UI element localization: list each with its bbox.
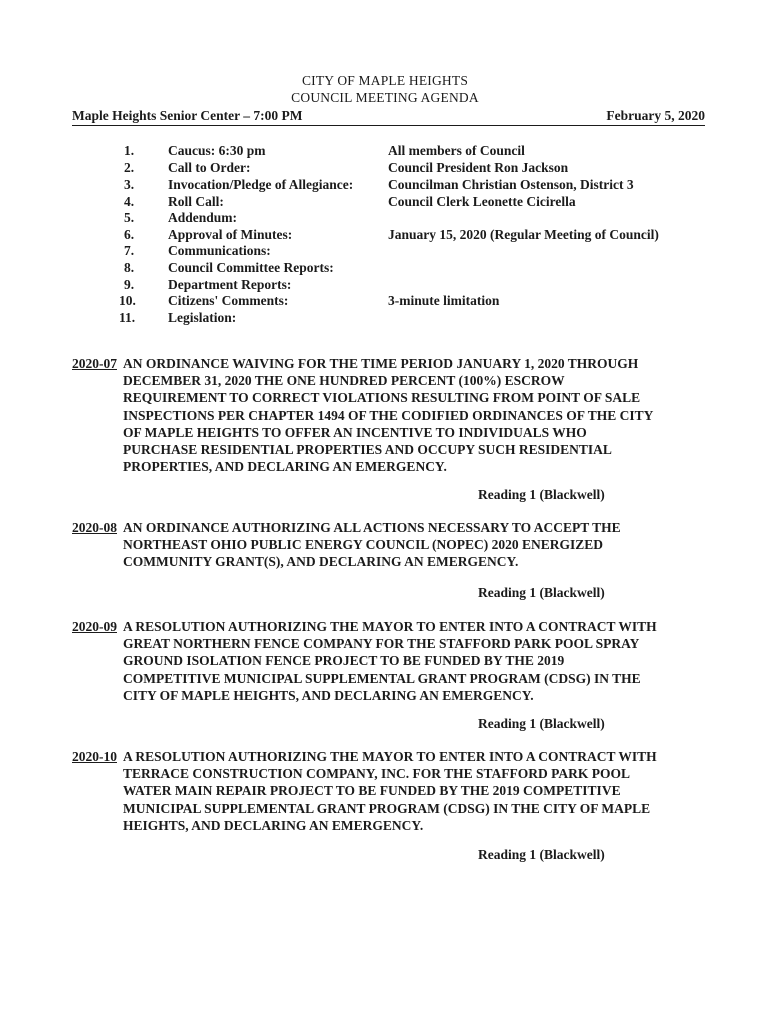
legislation-number: 2020-09 — [72, 619, 117, 634]
agenda-item-number: 2. — [124, 160, 135, 175]
legislation-text: AN ORDINANCE AUTHORIZING ALL ACTIONS NECESSARY TO ACCEPT THE NORTHEAST OHIO PUBLIC ENERGY COUNCIL (NOPEC) 2020 ENERGIZED COMMUNITY GRANT(S), AND DECLARING AN EMERGENCY. — [123, 520, 621, 570]
agenda-item — [0, 143, 770, 159]
legislation-number: 2020-10 — [72, 749, 117, 764]
agenda-item — [0, 310, 770, 326]
agenda-item-label: Roll Call: — [168, 194, 224, 209]
agenda-item-number: 8. — [124, 260, 135, 275]
agenda-item-detail: All members of Council — [388, 143, 525, 158]
agenda-item-label: Approval of Minutes: — [168, 227, 293, 242]
agenda-item — [0, 194, 770, 210]
agenda-item-number: 9. — [124, 277, 135, 292]
legislation-text: A RESOLUTION AUTHORIZING THE MAYOR TO ENTER INTO A CONTRACT WITH GREAT NORTHERN FENCE COMPANY FOR THE STAFFORD PARK POOL SPRAY GROUND ISOLATION FENCE PROJECT TO BE FUNDED BY THE 2019 COMPETITIVE MUNICIPAL SUPPLEMENTAL GRANT PROGRAM (CDSG) IN THE CITY OF MAPLE HEIGHTS, AND DECLARING AN EMERGENCY. — [123, 619, 657, 703]
agenda-item — [0, 277, 770, 293]
agenda-item-detail: Council Clerk Leonette Cicirella — [388, 194, 576, 209]
agenda-item-number: 4. — [124, 194, 135, 209]
legislation-text: A RESOLUTION AUTHORIZING THE MAYOR TO ENTER INTO A CONTRACT WITH TERRACE CONSTRUCTION COMPANY, INC. FOR THE STAFFORD PARK POOL WATER MAIN REPAIR PROJECT TO BE FUNDED BY THE 2019 COMPETITIVE MUNICIPAL SUPPLEMENTAL GRANT PROGRAM (CDSG) IN THE CITY OF MAPLE HEIGHTS, AND DECLARING AN EMERGENCY. — [123, 749, 657, 833]
agenda-item-label: Invocation/Pledge of Allegiance: — [168, 177, 354, 192]
agenda-item — [0, 227, 770, 243]
agenda-item — [0, 243, 770, 259]
legislation-number: 2020-08 — [72, 520, 117, 535]
agenda-item-label: Call to Order: — [168, 160, 251, 175]
legislation-reading: Reading 1 (Blackwell) — [478, 716, 605, 731]
agenda-item-detail: 3-minute limitation — [388, 293, 500, 308]
legislation-reading: Reading 1 (Blackwell) — [478, 487, 605, 502]
agenda-item — [0, 177, 770, 193]
meeting-location: Maple Heights Senior Center – 7:00 PM — [72, 108, 303, 123]
agenda-item-number: 5. — [124, 210, 135, 225]
agenda-item-number: 6. — [124, 227, 135, 242]
agenda-item-label: Caucus: 6:30 pm — [168, 143, 266, 158]
agenda-item-detail: Councilman Christian Ostenson, District 3 — [388, 177, 634, 192]
agenda-item-detail: January 15, 2020 (Regular Meeting of Council) — [388, 227, 659, 242]
agenda-item-detail: Council President Ron Jackson — [388, 160, 569, 175]
legislation-number: 2020-07 — [72, 356, 117, 371]
agenda-item-label: Addendum: — [168, 210, 238, 225]
agenda-item-label: Citizens' Comments: — [168, 293, 289, 308]
agenda-item — [0, 260, 770, 276]
legislation-reading: Reading 1 (Blackwell) — [478, 585, 605, 600]
agenda-item-number: 3. — [124, 177, 135, 192]
agenda-title: COUNCIL MEETING AGENDA — [291, 90, 479, 105]
agenda-item-label: Communications: — [168, 243, 271, 258]
agenda-item-number: 7. — [124, 243, 135, 258]
legislation-reading: Reading 1 (Blackwell) — [478, 847, 605, 862]
agenda-item — [0, 293, 770, 309]
meeting-info-bar — [72, 107, 705, 126]
agenda-item-label: Legislation: — [168, 310, 237, 325]
agenda-item — [0, 210, 770, 226]
agenda-item-number: 10. — [119, 293, 136, 308]
agenda-item-number: 11. — [119, 310, 136, 325]
agenda-item — [0, 160, 770, 176]
agenda-item-number: 1. — [124, 143, 135, 158]
city-title: CITY OF MAPLE HEIGHTS — [301, 73, 469, 88]
agenda-item-label: Department Reports: — [168, 277, 292, 292]
agenda-item-label: Council Committee Reports: — [168, 260, 334, 275]
meeting-date: February 5, 2020 — [606, 108, 705, 123]
legislation-text: AN ORDINANCE WAIVING FOR THE TIME PERIOD JANUARY 1, 2020 THROUGH DECEMBER 31, 2020 THE ONE HUNDRED PERCENT (100%) ESCROW REQUIREMENT TO CORRECT VIOLATIONS RESULTING FROM POINT OF SALE INSPECTIONS PER CHAPTER 1494 OF THE CODIFIED ORDINANCES OF THE CITY OF MAPLE HEIGHTS TO OFFER AN INCENTIVE TO INDIVIDUALS WHO PURCHASE RESIDENTIAL PROPERTIES AND OCCUPY SUCH RESIDENTIAL PROPERTIES, AND DECLARING AN EMERGENCY. — [123, 356, 653, 475]
